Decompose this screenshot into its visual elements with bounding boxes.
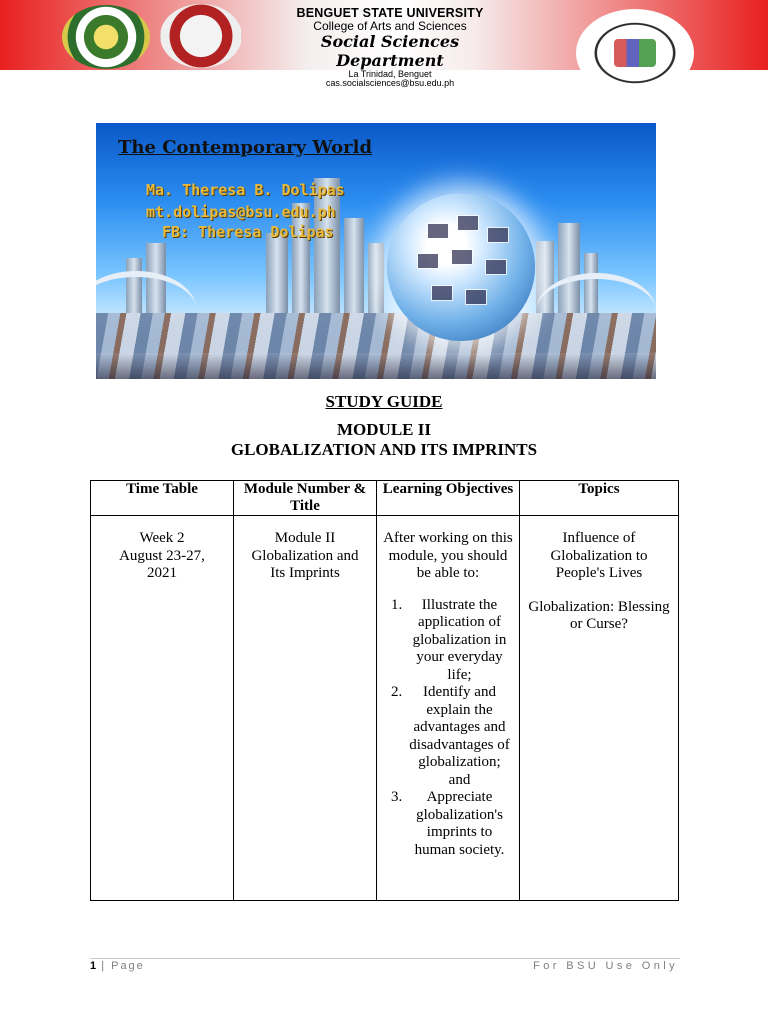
university-name: BENGUET STATE UNIVERSITY — [296, 6, 484, 20]
header-topics: Topics — [520, 481, 679, 516]
date-range-text: August 23-27, — [119, 547, 205, 564]
module-title-heading: GLOBALIZATION AND ITS IMPRINTS — [230, 440, 538, 459]
college-name: College of Arts and Sciences — [313, 19, 467, 33]
bsu-seal-logo — [62, 5, 150, 69]
header-learning-objectives: Learning Objectives — [377, 481, 520, 516]
objectives-intro: After working on this module, you should be able to: — [383, 530, 513, 581]
footer-note: For BSU Use Only — [533, 960, 678, 972]
objectives-cell — [377, 516, 520, 901]
topics-cell — [520, 516, 679, 901]
footer-page-number — [90, 960, 145, 972]
module-title-line2: Its Imprints — [270, 565, 340, 581]
week-text: Week 2 — [139, 530, 185, 546]
department-name: Social Sciences Department — [320, 32, 460, 70]
table-row — [91, 516, 679, 901]
module-number-text: Module II — [274, 530, 336, 546]
time-table-cell — [91, 516, 234, 901]
module-title-line1: Globalization and — [251, 547, 359, 564]
page-number: 1 — [90, 960, 97, 972]
footer-rule — [90, 958, 680, 959]
topic-item: Influence of Globalization to People's Lives — [550, 530, 648, 581]
header-time-table: Time Table — [91, 481, 234, 516]
social-sciences-seal-logo — [576, 9, 694, 97]
topic-item: Globalization: Blessing or Curse? — [528, 598, 670, 632]
location-text: La Trinidad, Benguet — [348, 69, 432, 79]
college-arts-sciences-seal-logo — [160, 4, 242, 68]
header-module-number-title: Module Number & Title — [234, 481, 377, 516]
study-guide-heading: STUDY GUIDE — [325, 392, 443, 411]
letterhead-text — [280, 6, 500, 88]
course-banner-image — [96, 123, 656, 379]
module-cell — [234, 516, 377, 901]
instructor-email: mt.dolipas@bsu.edu.ph — [146, 203, 336, 221]
department-email: cas.socialsciences@bsu.edu.ph — [325, 78, 455, 88]
study-guide-table — [90, 480, 679, 901]
globe-graphic — [387, 193, 535, 341]
page-label: | Page — [101, 960, 145, 972]
instructor-facebook: FB: Theresa Dolipas — [162, 223, 334, 241]
objectives-list — [383, 597, 513, 860]
module-heading: MODULE II — [337, 420, 431, 439]
year-text: 2021 — [147, 565, 177, 581]
objective-item: 2. Identify and explain the advantages and disadvantages of globalization; and — [406, 684, 513, 789]
course-title: The Contemporary World — [118, 137, 373, 158]
objective-item: 3. Appreciate globalization's imprints to human society. — [406, 789, 513, 859]
table-header-row — [91, 481, 679, 516]
instructor-name: Ma. Theresa B. Dolipas — [146, 181, 345, 199]
objective-item: 1. Illustrate the application of globalization in your everyday life; — [406, 597, 513, 685]
